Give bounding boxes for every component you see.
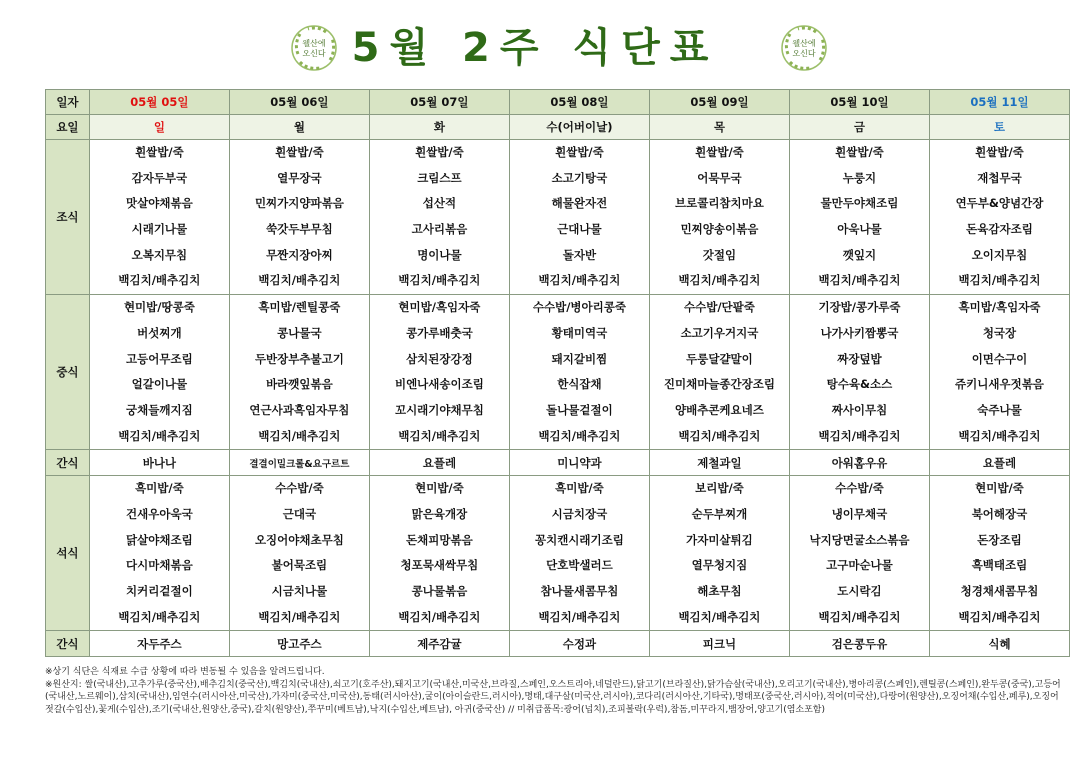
- day-label: 요일: [46, 115, 90, 140]
- dinner-cell: [229, 476, 369, 631]
- menu-item: 수수밥/단팥죽: [684, 300, 755, 315]
- snack-cell: 요플레: [369, 450, 509, 476]
- menu-item: 흰쌀밥/죽: [835, 145, 884, 159]
- lunch-cell: [509, 295, 649, 450]
- snack2-row: [46, 631, 1070, 657]
- menu-item: 흰쌀밥/죽: [555, 145, 604, 159]
- menu-item: 연두부&양념간장: [955, 196, 1044, 211]
- day-row: [46, 115, 1070, 140]
- snack2-cell: 자두주스: [89, 631, 229, 657]
- menu-item: 백김치/배추김치: [958, 428, 1041, 443]
- menu-item: 이면수구이: [971, 351, 1028, 366]
- menu-item: 브로콜리참치마요: [675, 196, 764, 211]
- menu-item: 돈육감자조림: [966, 222, 1033, 237]
- weekday-cell: 금: [789, 115, 929, 140]
- menu-item: 백김치/배추김치: [538, 609, 621, 624]
- svg-text:오신다: 오신다: [302, 49, 326, 58]
- snack2-cell: 식혜: [929, 631, 1069, 657]
- lunch-cell: [929, 295, 1069, 450]
- menu-item: 순두부찌개: [691, 506, 748, 521]
- menu-item: 백김치/배추김치: [398, 428, 481, 443]
- dinner-cell: [89, 476, 229, 631]
- menu-item: 백김치/배추김치: [118, 273, 201, 288]
- menu-item: 불어묵조림: [271, 558, 328, 573]
- menu-item: 흰쌀밥/죽: [275, 145, 324, 159]
- lunch-cell: [789, 295, 929, 450]
- breakfast-cell: [929, 140, 1069, 295]
- snack2-cell: 검은콩두유: [789, 631, 929, 657]
- weekday-cell: 토: [929, 115, 1069, 140]
- menu-item: 흰쌀밥/죽: [975, 145, 1024, 159]
- weekday-cell: 화: [369, 115, 509, 140]
- menu-item: 갓절임: [702, 247, 737, 262]
- menu-item: 탕수육&소스: [826, 377, 893, 392]
- menu-item: 고사리볶음: [411, 222, 468, 237]
- menu-item: 나가사키짬뽕국: [820, 325, 899, 340]
- menu-item: 얼갈이나물: [131, 377, 188, 392]
- menu-item: 열무청지짐: [691, 558, 748, 573]
- menu-item: 백김치/배추김치: [258, 609, 341, 624]
- menu-item: 수수밥/죽: [275, 481, 324, 496]
- menu-item: 돈채피망볶음: [406, 532, 473, 547]
- menu-item: 숙주나물: [977, 402, 1022, 417]
- breakfast-cell: [649, 140, 789, 295]
- menu-item: 삼치된장강정: [406, 351, 473, 366]
- date-cell: 05월 07일: [369, 90, 509, 115]
- note-origin: ※원산지: 쌀(국내산),고추가루(중국산),배추김치(중국산),백김치(국내산),쇠고기(호주산),돼지고기(국내산,미국산,브라질,스페인,오스트리아,네덜란드),닭고기(브라질산),닭가슴살(국내산),오리고기(국내산),병아리콩(스페인),렌틸콩(스페인),완두콩(중국),고등어(국내산,노르웨이),삼치(국내산),임연수(러시아산,미국산),가자미(중국산,미국산),동태(러시아산),굴이(아이슬란드,러시아),명태,대구살(미국산,러시아),코다리(러시아산,기타국),명태포(중국산,러시아),적어(미국산),다랑어(원양산),오징어채(수입산,페루),오징어젓갈(수입산),꽃게(수입산),조기(국내산,원양산,중국),갈치(원양산),쭈꾸미(베트남),낙지(수입산,베트남), 아귀(중국산) // 미취급품목:광어(넙치),조피볼락(우럭),참돔,미꾸라지,뱀장어,양고기(염소포함): [45, 679, 1061, 715]
- menu-item: 흑미밥/렌틸콩죽: [258, 300, 341, 315]
- menu-item: 백김치/배추김치: [258, 428, 341, 443]
- menu-item: 한식잡채: [557, 377, 602, 392]
- menu-item: 백김치/배추김치: [118, 609, 201, 624]
- dinner-row: [46, 476, 1070, 631]
- snack2-cell: 제주감귤: [369, 631, 509, 657]
- menu-item: 낙지당면굴소스볶음: [809, 532, 910, 547]
- date-row: [46, 90, 1070, 115]
- menu-item: 돌나물겉절이: [546, 402, 613, 417]
- menu-item: 수수밥/병아리콩죽: [532, 300, 626, 315]
- meal-table: [45, 89, 1070, 657]
- menu-item: 콩나물볶음: [411, 584, 468, 598]
- snack-row: [46, 450, 1070, 476]
- menu-item: 재첩무국: [977, 170, 1022, 185]
- menu-item: 맛살야채볶음: [126, 196, 193, 211]
- menu-item: 현미밥/땅콩죽: [123, 300, 195, 315]
- menu-item: 시금치나물: [271, 584, 328, 598]
- menu-item: 단호박샐러드: [546, 558, 613, 573]
- date-cell: 05월 08일: [509, 90, 649, 115]
- menu-item: 고등어무조림: [126, 351, 193, 366]
- menu-item: 콩나물국: [277, 325, 322, 340]
- menu-item: 흑미밥/죽: [135, 481, 184, 496]
- menu-item: 맑은육개장: [411, 506, 468, 521]
- dinner-cell: [369, 476, 509, 631]
- menu-item: 콩가루배춧국: [406, 325, 473, 340]
- menu-item: 백김치/배추김치: [678, 609, 761, 624]
- menu-item: 민찌가지양파볶음: [254, 196, 344, 211]
- dinner-cell: [509, 476, 649, 631]
- menu-item: 버섯찌개: [137, 325, 182, 340]
- notes: [45, 666, 1065, 716]
- menu-item: 궁채들깨지짐: [126, 402, 193, 417]
- breakfast-label: 조식: [46, 140, 90, 295]
- menu-item: 섭산적: [422, 196, 457, 211]
- menu-item: 돌자반: [562, 247, 597, 262]
- snack2-label: 간식: [46, 631, 90, 657]
- snack2-cell: 수정과: [509, 631, 649, 657]
- menu-item: 두반장부추불고기: [254, 351, 344, 366]
- menu-item: 어묵무국: [697, 170, 742, 185]
- menu-item: 연근사과흑임자무침: [249, 402, 350, 417]
- date-cell: 05월 09일: [649, 90, 789, 115]
- menu-item: 누룽지: [842, 170, 877, 185]
- menu-item: 흰쌀밥/죽: [695, 145, 744, 159]
- breakfast-cell: [789, 140, 929, 295]
- date-label: 일자: [46, 90, 90, 115]
- snack-cell: 요플레: [929, 450, 1069, 476]
- lunch-cell: [229, 295, 369, 450]
- menu-item: 근대나물: [557, 222, 602, 237]
- menu-item: 해물완자전: [551, 196, 608, 211]
- menu-item: 돼지갈비찜: [551, 351, 608, 366]
- menu-item: 흑백태조림: [971, 558, 1028, 573]
- menu-item: 바라깻잎볶음: [266, 377, 333, 392]
- svg-text:웰산에: 웰산에: [302, 39, 326, 48]
- menu-item: 백김치/배추김치: [538, 273, 621, 288]
- menu-item: 쥬키니새우젓볶음: [955, 377, 1044, 392]
- menu-item: 감자두부국: [131, 170, 188, 185]
- snack-cell: 바나나: [89, 450, 229, 476]
- menu-item: 오복지무침: [131, 247, 188, 262]
- menu-item: 시래기나물: [131, 222, 188, 237]
- lunch-cell: [89, 295, 229, 450]
- menu-item: 황태미역국: [551, 325, 608, 340]
- snack-cell: 제철과일: [649, 450, 789, 476]
- menu-item: 청경채새콤무침: [960, 584, 1039, 598]
- menu-item: 돈장조림: [977, 532, 1022, 547]
- snack-cell: 아워홈우유: [789, 450, 929, 476]
- menu-item: 고구마순나물: [826, 558, 893, 573]
- menu-item: 건새우아욱국: [126, 506, 193, 521]
- breakfast-cell: [509, 140, 649, 295]
- dinner-cell: [649, 476, 789, 631]
- menu-item: 시금치장국: [551, 506, 608, 521]
- snack-label: 간식: [46, 450, 90, 476]
- menu-item: 백김치/배추김치: [258, 273, 341, 288]
- date-cell: 05월 06일: [229, 90, 369, 115]
- menu-item: 흰쌀밥/죽: [135, 145, 184, 159]
- menu-item: 진미채마늘종간장조림: [663, 377, 775, 392]
- menu-item: 백김치/배추김치: [678, 428, 761, 443]
- menu-item: 꽁치캔시래기조림: [534, 532, 624, 547]
- lunch-label: 중식: [46, 295, 90, 450]
- dinner-label: 석식: [46, 476, 90, 631]
- menu-item: 북어해장국: [971, 506, 1028, 521]
- menu-item: 깻잎지: [842, 247, 877, 262]
- menu-item: 꼬시래기야채무침: [394, 402, 484, 417]
- menu-item: 백김치/배추김치: [958, 609, 1041, 624]
- snack-cell: 미니약과: [509, 450, 649, 476]
- menu-item: 백김치/배추김치: [818, 273, 901, 288]
- menu-item: 오징어야채초무침: [254, 532, 344, 547]
- dinner-cell: [929, 476, 1069, 631]
- menu-item: 백김치/배추김치: [678, 273, 761, 288]
- menu-item: 두룽달걀말이: [686, 351, 753, 366]
- menu-item: 크림스프: [417, 170, 462, 185]
- menu-item: 다시마채볶음: [126, 558, 193, 573]
- menu-item: 아욱나물: [837, 222, 882, 237]
- menu-item: 청포묵새싹무침: [400, 558, 479, 573]
- breakfast-row: [46, 140, 1070, 295]
- menu-item: 백김치/배추김치: [538, 428, 621, 443]
- menu-item: 열무장국: [277, 170, 322, 185]
- menu-item: 짜장덮밥: [837, 351, 882, 366]
- breakfast-cell: [89, 140, 229, 295]
- breakfast-cell: [369, 140, 509, 295]
- weekday-cell: 월: [229, 115, 369, 140]
- menu-item: 쑥갓두부무침: [266, 222, 333, 237]
- menu-item: 보리밥/죽: [695, 481, 744, 496]
- date-cell: 05월 10일: [789, 90, 929, 115]
- menu-item: 백김치/배추김치: [118, 428, 201, 443]
- menu-item: 닭살야채조림: [126, 532, 193, 547]
- menu-item: 근대국: [282, 506, 317, 521]
- menu-item: 가자미살튀김: [686, 532, 753, 547]
- menu-item: 치커리겉절이: [126, 584, 193, 598]
- menu-item: 물만두야채조림: [820, 196, 899, 211]
- menu-item: 짜사이무침: [831, 402, 888, 417]
- menu-item: 도시락김: [837, 584, 882, 598]
- weekday-cell: 수(어버이날): [509, 115, 649, 140]
- menu-item: 현미밥/흑임자죽: [398, 300, 481, 315]
- note-line-1: ※상기 식단은 식재료 수급 상황에 따라 변동될 수 있음을 알려드립니다.: [45, 667, 325, 677]
- menu-item: 양배추콘케요네즈: [675, 402, 764, 417]
- menu-item: 흑미밥/흑임자죽: [958, 300, 1041, 315]
- date-cell: 05월 11일: [929, 90, 1069, 115]
- snack2-cell: 피크닉: [649, 631, 789, 657]
- snack-cell: 결결이밀크롤&요구르트: [229, 450, 369, 476]
- breakfast-cell: [229, 140, 369, 295]
- menu-item: 청국장: [982, 325, 1017, 340]
- menu-item: 냉이무채국: [831, 506, 888, 521]
- menu-item: 수수밥/죽: [835, 481, 884, 496]
- svg-text:웰산에: 웰산에: [792, 39, 816, 48]
- lunch-row: [46, 295, 1070, 450]
- menu-item: 백김치/배추김치: [398, 273, 481, 288]
- menu-item: 현미밥/죽: [415, 481, 464, 496]
- menu-item: 흰쌀밥/죽: [415, 145, 464, 159]
- weekday-cell: 일: [89, 115, 229, 140]
- lunch-cell: [369, 295, 509, 450]
- menu-item: 민찌양송이볶음: [680, 222, 759, 237]
- menu-item: 명이나물: [417, 247, 462, 262]
- lunch-cell: [649, 295, 789, 450]
- menu-item: 백김치/배추김치: [818, 609, 901, 624]
- menu-item: 백김치/배추김치: [818, 428, 901, 443]
- menu-item: 소고기우거지국: [680, 325, 759, 340]
- menu-item: 기장밥/콩가루죽: [818, 300, 901, 315]
- snack2-cell: 망고주스: [229, 631, 369, 657]
- menu-item: 소고기탕국: [551, 170, 608, 185]
- svg-text:오신다: 오신다: [792, 49, 816, 58]
- menu-item: 백김치/배추김치: [398, 609, 481, 624]
- menu-item: 백김치/배추김치: [958, 273, 1041, 288]
- menu-item: 오이지무침: [971, 247, 1028, 262]
- menu-item: 비엔나새송이조림: [394, 377, 484, 392]
- dinner-cell: [789, 476, 929, 631]
- date-cell: 05월 05일: [89, 90, 229, 115]
- page-title: 5월 2주 식단표: [351, 25, 719, 71]
- weekday-cell: 목: [649, 115, 789, 140]
- menu-item: 해초무침: [697, 584, 742, 598]
- menu-item: 현미밥/죽: [975, 481, 1024, 496]
- menu-item: 흑미밥/죽: [555, 481, 604, 496]
- menu-item: 무짠지장아찌: [266, 247, 333, 262]
- menu-item: 참나물새콤무침: [540, 584, 619, 598]
